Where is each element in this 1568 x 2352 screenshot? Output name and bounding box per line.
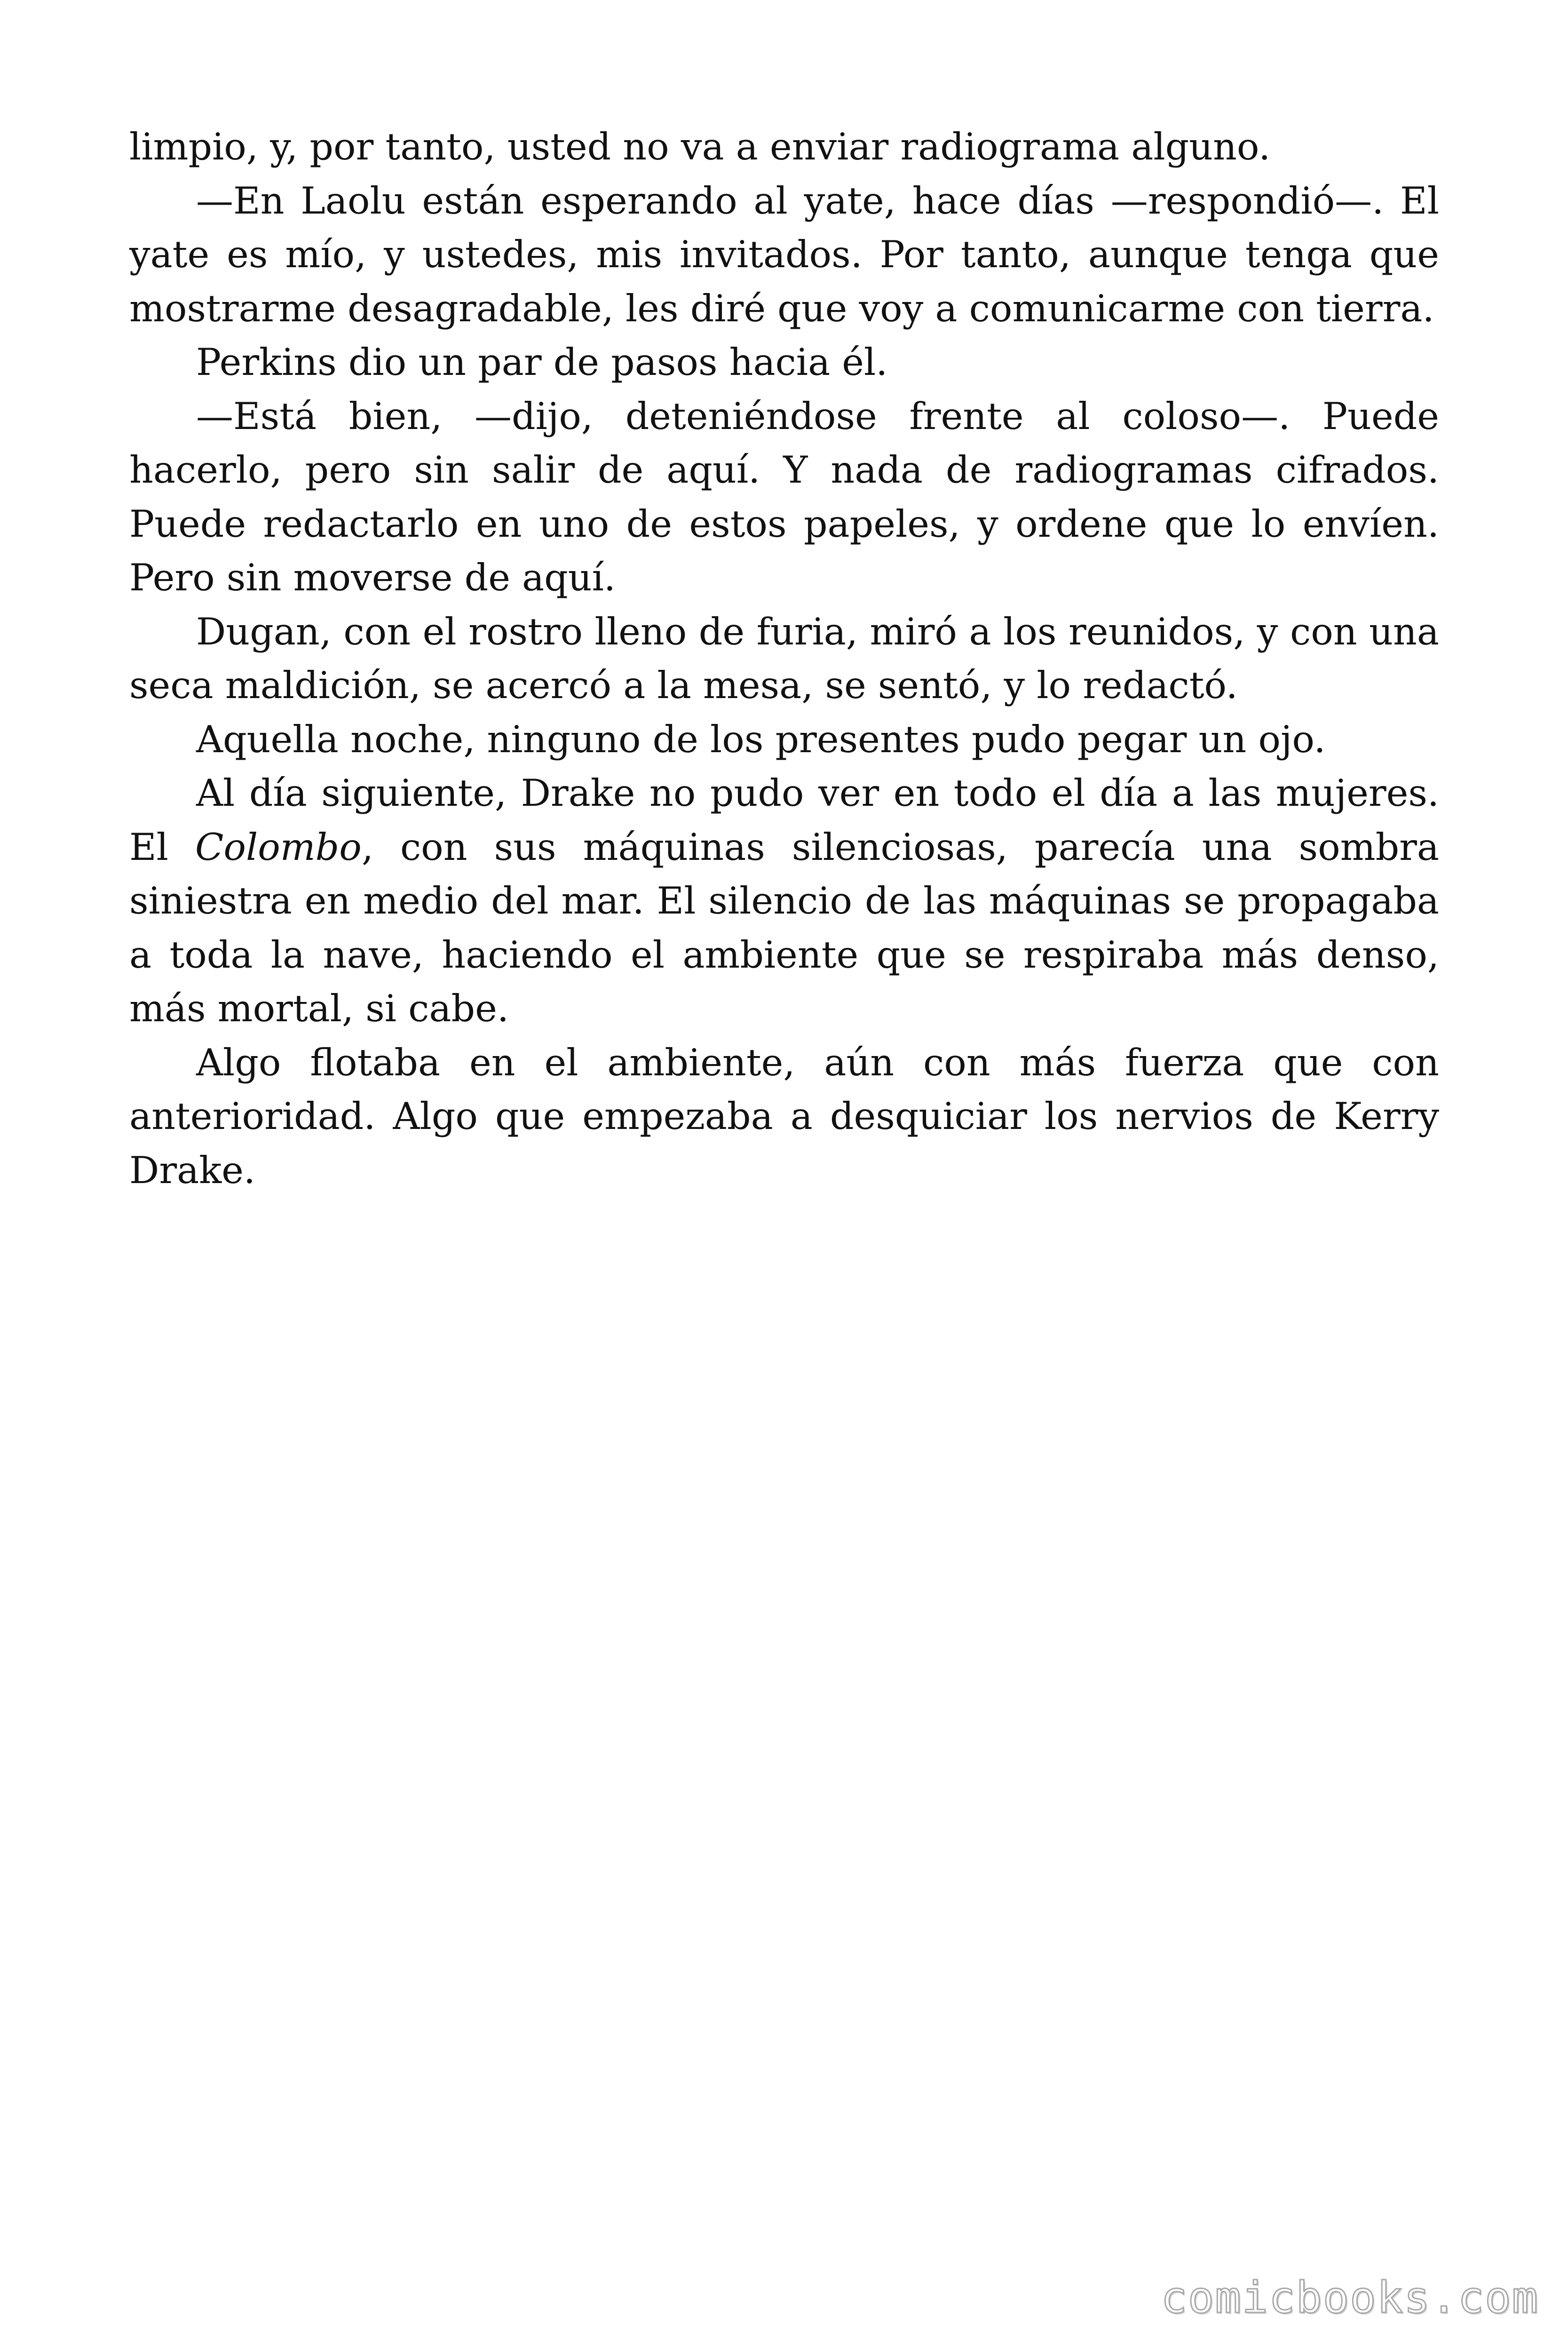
paragraph-6: Aquella noche, ninguno de los presentes pudo pegar un ojo.	[196, 717, 1326, 761]
paragraph-3: Perkins dio un par de pasos hacia él.	[196, 341, 888, 384]
paragraph-7-end: , con sus máquinas silenciosas, parecía una sombra siniestra en medio del mar. El silencio de las máquinas se propagaba a toda la nave, haciendo el ambiente que se respiraba más denso, más mortal, si cabe.	[129, 825, 1439, 1030]
watermark-logo: comicbooks.com	[1161, 2273, 1539, 2323]
paragraph-1: limpio, y, por tanto, usted no va a enviar radiograma alguno.	[129, 125, 1271, 168]
paragraph-2: —En Laolu están esperando al yate, hace días —respondió—. El yate es mío, y ustedes, mis invitados. Por tanto, aunque tenga que mostrarme desagradable, les diré que voy a comunicarme con tierra.	[129, 179, 1439, 330]
paragraph-7	[129, 766, 1439, 1036]
paragraph-5: Dugan, con el rostro lleno de furia, miró a los reunidos, y con una seca maldición, se acercó a la mesa, se sentó, y lo redactó.	[129, 610, 1439, 707]
paragraph-8: Algo flotaba en el ambiente, aún con más fuerza que con anterioridad. Algo que empezaba a desquiciar los nervios de Kerry Drake.	[129, 1041, 1439, 1192]
book-page-text	[129, 120, 1439, 1197]
ship-name-italic: Colombo	[195, 825, 362, 869]
paragraph-4: —Está bien, —dijo, deteniéndose frente al coloso—. Puede hacerlo, pero sin salir de aquí. Y nada de radiogramas cifrados. Puede redactarlo en uno de estos papeles, y ordene que lo envíen. Pero sin moverse de aquí.	[129, 394, 1439, 599]
paragraph-7-start: Al día siguiente, Drake no pudo ver en todo el día a las mujeres. El	[129, 771, 1439, 869]
